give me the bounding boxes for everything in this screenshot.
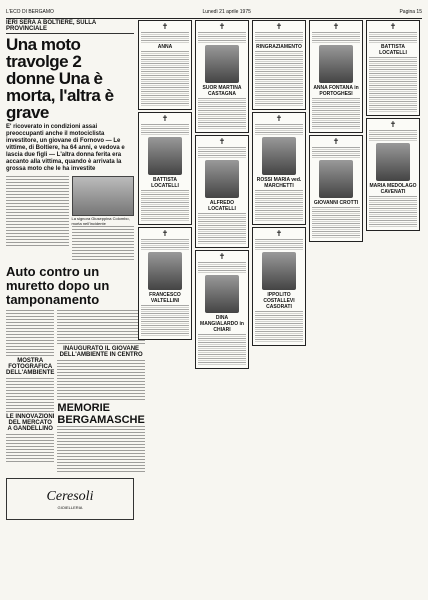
section-head: INAUGURATO IL GIOVANE DELL'AMBIENTE IN CENTRO (59, 346, 143, 358)
deceased-name: FRANCESCO VALTELLINI (149, 292, 181, 304)
masthead: L'ECO DI BERGAMO (6, 9, 54, 15)
jeweler-ad (6, 478, 134, 520)
issue-date: Lunedì 21 aprile 1975 (202, 9, 251, 15)
deceased-name: GIOVANNI CROTTI (313, 200, 359, 206)
deceased-name: ROSSI MARIA ved. MARCHETTI (256, 177, 302, 189)
portrait-photo (205, 160, 239, 198)
story-body (6, 176, 134, 262)
deceased-name: RINGRAZIAMENTO (256, 44, 302, 50)
victim-photo (72, 176, 135, 216)
portrait-photo (319, 45, 353, 83)
cross-icon: ✝ (275, 22, 283, 31)
section-head: MOSTRA FOTOGRAFICA DELL'AMBIENTE (6, 358, 55, 376)
main-headline: Una moto travolge 2 donne Una è morta, l'altra è grave (6, 35, 114, 122)
portrait-photo (262, 252, 296, 290)
ad-subtitle: GIOIELLERIA (57, 504, 83, 510)
cross-icon: ✝ (332, 137, 340, 146)
obituary-notice (195, 135, 249, 248)
obituary-notice (252, 227, 306, 346)
obituary-notice (195, 20, 249, 133)
cross-icon: ✝ (389, 120, 397, 129)
deceased-name: ALFREDO LOCATELLI (208, 200, 236, 212)
portrait-photo (148, 137, 182, 175)
obituary-notice (252, 20, 306, 110)
cross-icon: ✝ (275, 229, 283, 238)
deceased-name: ANNA (157, 44, 173, 50)
portrait-photo (319, 160, 353, 198)
deceased-name: BATTISTA LOCATELLI (151, 177, 179, 189)
obituary-column (252, 20, 306, 594)
portrait-photo (148, 252, 182, 290)
section-head: LE INNOVAZIONI DEL MERCATO A GANDELLINO (6, 414, 55, 432)
news-column (6, 20, 145, 594)
obituary-notice (138, 112, 192, 225)
obituary-notice (195, 250, 249, 369)
deceased-name: DINA MANGIALARDO in CHIARI (200, 315, 244, 333)
deceased-name: ANNA FONTANA in PORTOGHESI (313, 85, 359, 97)
obituary-column (366, 20, 420, 594)
cross-icon: ✝ (218, 252, 226, 261)
obituary-notice (366, 118, 420, 231)
portrait-photo (376, 143, 410, 181)
cross-icon: ✝ (161, 22, 169, 31)
cross-icon: ✝ (275, 114, 283, 123)
photo-caption: La signora Giuseppina Colombo, morta nell'incidente (71, 216, 130, 226)
obituary-notice (252, 112, 306, 225)
obituary-notice (138, 227, 192, 340)
cross-icon: ✝ (218, 22, 226, 31)
obituary-column (195, 20, 249, 594)
page-number: Pagina 15 (399, 9, 422, 15)
page-header (6, 6, 422, 19)
deceased-name: MARIA MEDOLAGO CAVENATI (369, 183, 417, 195)
deceased-name: IPPOLITO COSTALLEVI CASORATI (263, 292, 295, 310)
obituaries (138, 20, 422, 594)
cross-icon: ✝ (389, 22, 397, 31)
obituary-notice (366, 20, 420, 116)
story-deck: E' ricoverato in condizioni assai preoccupanti anche il motociclista investitore, un giovane di Fornovo — Le vittime, di Boltiere, ha 64 anni, e vedova e lascia due figli — L'altra donna ferita era accanto alla vittima, quando è arrivata la grossa moto che le ha investite (6, 124, 125, 172)
deceased-name: BATTISTA LOCATELLI (379, 44, 407, 56)
deceased-name: SUOR MARTINA CASTAGNA (202, 85, 242, 97)
cross-icon: ✝ (161, 114, 169, 123)
ad-brand: Ceresoli (46, 488, 94, 504)
obituary-column (309, 20, 363, 594)
second-headline: Auto contro un muretto dopo un tamponamento (6, 264, 110, 307)
obituary-notice (138, 20, 192, 110)
obituary-notice (309, 20, 363, 133)
portrait-photo (205, 275, 239, 313)
story-kicker: IERI SERA A BOLTIERE, SULLA PROVINCIALE (6, 20, 134, 34)
cross-icon: ✝ (332, 22, 340, 31)
portrait-photo (262, 137, 296, 175)
obituary-column (138, 20, 192, 594)
portrait-photo (205, 45, 239, 83)
obituary-notice (309, 135, 363, 242)
cross-icon: ✝ (161, 229, 169, 238)
memorie-title: MEMORIE BERGAMASCHE (57, 402, 145, 426)
cross-icon: ✝ (218, 137, 226, 146)
